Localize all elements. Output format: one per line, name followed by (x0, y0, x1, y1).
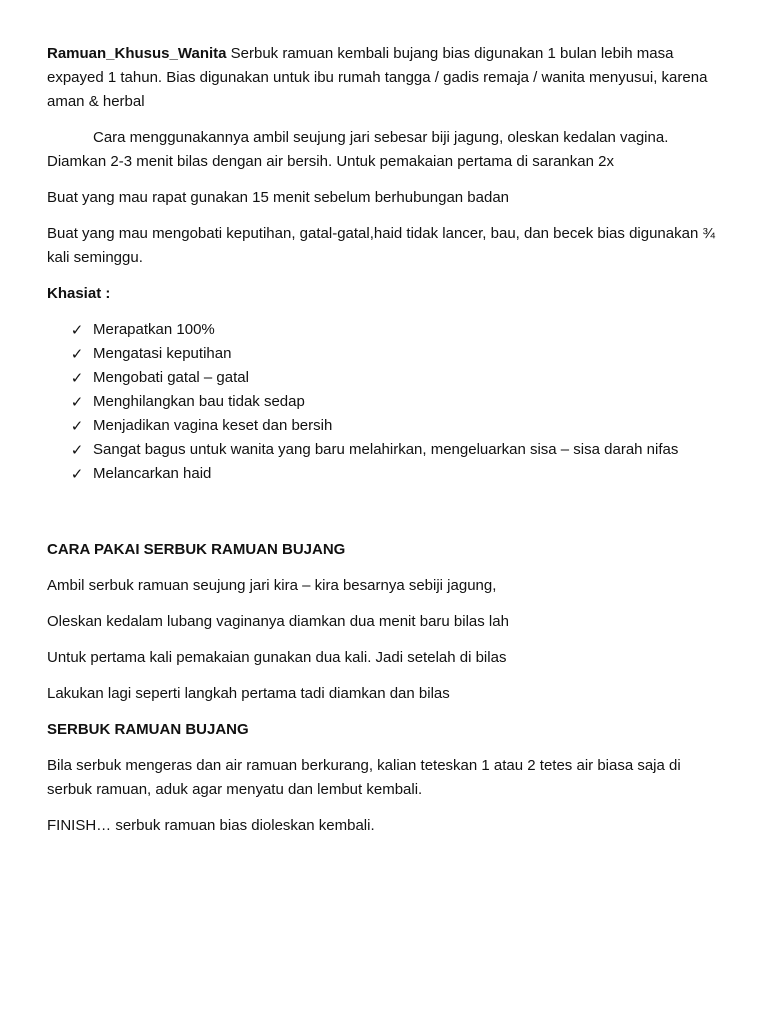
checkmark-icon: ✓ (70, 441, 84, 459)
list-item-text: Mengatasi keputihan (93, 345, 232, 362)
serbuk-paragraph: Bila serbuk mengeras dan air ramuan berkurang, kalian teteskan 1 atau 2 tetes air biasa saja di serbuk ramuan, aduk agar menyatu dan lembut kembali. (47, 757, 681, 798)
list-item (47, 366, 727, 390)
intro-text: Serbuk ramuan kembali bujang bias digunakan 1 bulan lebih masa expayed 1 tahun. Bias digunakan untuk ibu rumah tangga / gadis remaja / wanita menyusui, karena aman & herbal (47, 45, 708, 110)
list-item (47, 318, 727, 342)
checkmark-icon: ✓ (70, 369, 84, 387)
list-item-text: Mengobati gatal – gatal (93, 369, 249, 386)
khasiat-label: Khasiat : (47, 285, 111, 302)
cara-pakai-heading: CARA PAKAI SERBUK RAMUAN BUJANG (47, 541, 346, 558)
checkmark-icon: ✓ (70, 417, 84, 435)
list-item (47, 414, 727, 438)
checkmark-icon: ✓ (70, 321, 84, 339)
list-item-text: Merapatkan 100% (93, 321, 215, 338)
intro-title: Ramuan_Khusus_Wanita (47, 45, 227, 62)
finish-paragraph: FINISH… serbuk ramuan bias dioleskan kembali. (47, 817, 375, 834)
list-item (47, 342, 727, 366)
serbuk-heading: SERBUK RAMUAN BUJANG (47, 721, 249, 738)
cara-pakai-step: Ambil serbuk ramuan seujung jari kira – kira besarnya sebiji jagung, (47, 577, 497, 594)
list-item (47, 462, 727, 486)
list-item (47, 390, 727, 414)
khasiat-list (47, 318, 727, 486)
cara-pakai-step: Untuk pertama kali pemakaian gunakan dua kali. Jadi setelah di bilas (47, 649, 507, 666)
cara-pakai-step: Lakukan lagi seperti langkah pertama tadi diamkan dan bilas (47, 685, 450, 702)
document-page (47, 42, 727, 850)
checkmark-icon: ✓ (70, 465, 84, 483)
usage-paragraph: Cara menggunakannya ambil seujung jari sebesar biji jagung, oleskan kedalan vagina. Diamkan 2-3 menit bilas dengan air bersih. Untuk pemakaian pertama di sarankan 2x (47, 129, 669, 170)
list-item-text: Menghilangkan bau tidak sedap (93, 393, 305, 410)
checkmark-icon: ✓ (70, 345, 84, 363)
list-item-text: Menjadikan vagina keset dan bersih (93, 417, 333, 434)
checkmark-icon: ✓ (70, 393, 84, 411)
list-item-text: Melancarkan haid (93, 465, 212, 482)
list-item-text: Sangat bagus untuk wanita yang baru melahirkan, mengeluarkan sisa – sisa darah nifas (93, 441, 679, 458)
intro-paragraph (47, 42, 727, 114)
treatment-paragraph: Buat yang mau mengobati keputihan, gatal-gatal,haid tidak lancer, bau, dan becek bias digunakan ¾ kali seminggu. (47, 225, 715, 266)
cara-pakai-step: Oleskan kedalam lubang vaginanya diamkan dua menit baru bilas lah (47, 613, 509, 630)
tight-paragraph: Buat yang mau rapat gunakan 15 menit sebelum berhubungan badan (47, 189, 510, 206)
list-item (47, 438, 727, 462)
